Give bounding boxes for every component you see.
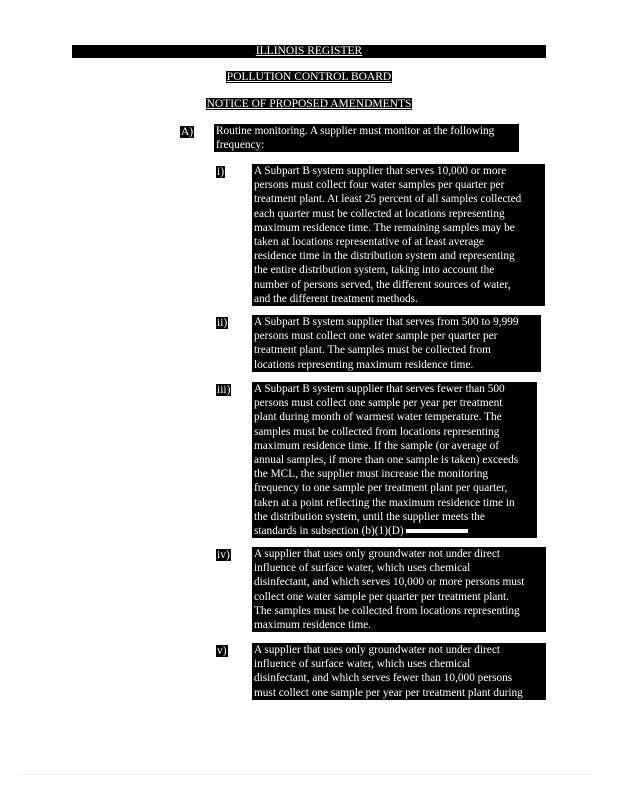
text-line: A Subpart B system supplier that serves 10,000 or more bbox=[254, 165, 507, 177]
text-line: must collect one sample per year per treatment plant during bbox=[254, 686, 523, 699]
text-line: the entire distribution system, taking into account the bbox=[254, 264, 495, 277]
text-line: A Subpart B system supplier that serves fewer than 500 bbox=[254, 383, 505, 395]
item-label-text: i) bbox=[217, 166, 225, 178]
text-line: A supplier that uses only groundwater not under direct bbox=[254, 548, 500, 560]
item-label bbox=[216, 645, 228, 658]
item-label bbox=[216, 317, 228, 330]
item-label-text: iii) bbox=[217, 384, 231, 396]
text-line: the MCL, the supplier must increase the monitoring bbox=[254, 468, 489, 481]
text-line: maximum residence time. bbox=[254, 618, 372, 631]
text-line: the distribution system, until the supplier meets the bbox=[254, 510, 485, 523]
item-paragraph bbox=[252, 315, 541, 372]
text-line: annual samples, if more than one sample is taken) exceeds bbox=[254, 453, 519, 466]
text-line: number of persons served, the different sources of water, bbox=[254, 278, 511, 291]
text-line: residence time in the distribution system and representing bbox=[254, 250, 515, 263]
item-paragraph bbox=[252, 643, 546, 700]
text-line: A Subpart B system supplier that serves from 500 to 9,999 bbox=[254, 316, 519, 328]
text-line: each quarter must be collected at locations representing bbox=[254, 207, 505, 220]
text-line: disinfectant, and which serves fewer than 10,000 persons bbox=[254, 672, 513, 685]
register-header bbox=[0, 45, 618, 58]
text-line: samples must be collected from locations representing bbox=[254, 425, 500, 438]
text-line: influence of surface water, which uses chemical bbox=[254, 562, 471, 575]
text-line: frequency: bbox=[216, 139, 265, 152]
section-paragraph bbox=[214, 124, 519, 152]
text-line: and the different treatment methods. bbox=[254, 292, 418, 305]
text-line: frequency to one sample per treatment plant per quarter, bbox=[254, 482, 508, 495]
text-line: disinfectant, and which serves 10,000 or more persons must bbox=[254, 576, 525, 589]
text-line: maximum residence time. If the sample (or average of bbox=[254, 439, 499, 452]
item-paragraph bbox=[252, 164, 545, 306]
page-bottom-rule bbox=[18, 774, 592, 775]
text-line: maximum residence time. The remaining samples may be bbox=[254, 221, 515, 234]
section-label bbox=[180, 126, 194, 139]
board-title: POLLUTION CONTROL BOARD bbox=[226, 71, 392, 83]
text-line: taken at locations representative of at least average bbox=[254, 235, 484, 248]
item-label-text: ii) bbox=[217, 317, 228, 329]
item-label bbox=[216, 549, 231, 562]
text-line-with-redaction bbox=[254, 524, 535, 538]
text-line: treatment plant. At least 25 percent of all samples collected bbox=[254, 193, 522, 206]
register-title: ILLINOIS REGISTER bbox=[72, 45, 546, 58]
notice-header bbox=[0, 98, 618, 111]
text-line: collect one water sample per quarter per treatment plant. bbox=[254, 590, 510, 603]
item-paragraph bbox=[252, 382, 537, 538]
text-line: standards in subsection (b)(1)(D) bbox=[254, 524, 404, 537]
text-line: Routine monitoring. A supplier must monitor at the following bbox=[216, 125, 495, 137]
text-line: persons must collect four water samples per quarter per bbox=[254, 179, 505, 192]
redaction-mark bbox=[406, 529, 468, 533]
notice-title: NOTICE OF PROPOSED AMENDMENTS bbox=[206, 98, 412, 110]
text-line: taken at a point reflecting the maximum residence time in bbox=[254, 496, 515, 509]
item-label-text: iv) bbox=[217, 549, 230, 561]
text-line: The samples must be collected from locations representing bbox=[254, 604, 520, 617]
text-line: plant during month of warmest water temperature. The bbox=[254, 411, 502, 424]
text-line: treatment plant. The samples must be collected from bbox=[254, 344, 491, 357]
text-line: A supplier that uses only groundwater not under direct bbox=[254, 644, 500, 656]
text-line: locations representing maximum residence time. bbox=[254, 358, 474, 371]
item-paragraph bbox=[252, 547, 546, 632]
item-label bbox=[216, 384, 231, 397]
text-line: persons must collect one water sample per quarter per bbox=[254, 330, 498, 343]
text-line: influence of surface water, which uses chemical bbox=[254, 658, 471, 671]
item-label-text: v) bbox=[217, 645, 227, 657]
item-label bbox=[216, 166, 225, 179]
board-header bbox=[0, 71, 618, 84]
text-line: persons must collect one sample per year per treatment bbox=[254, 397, 503, 410]
section-label-text: A) bbox=[181, 126, 194, 138]
